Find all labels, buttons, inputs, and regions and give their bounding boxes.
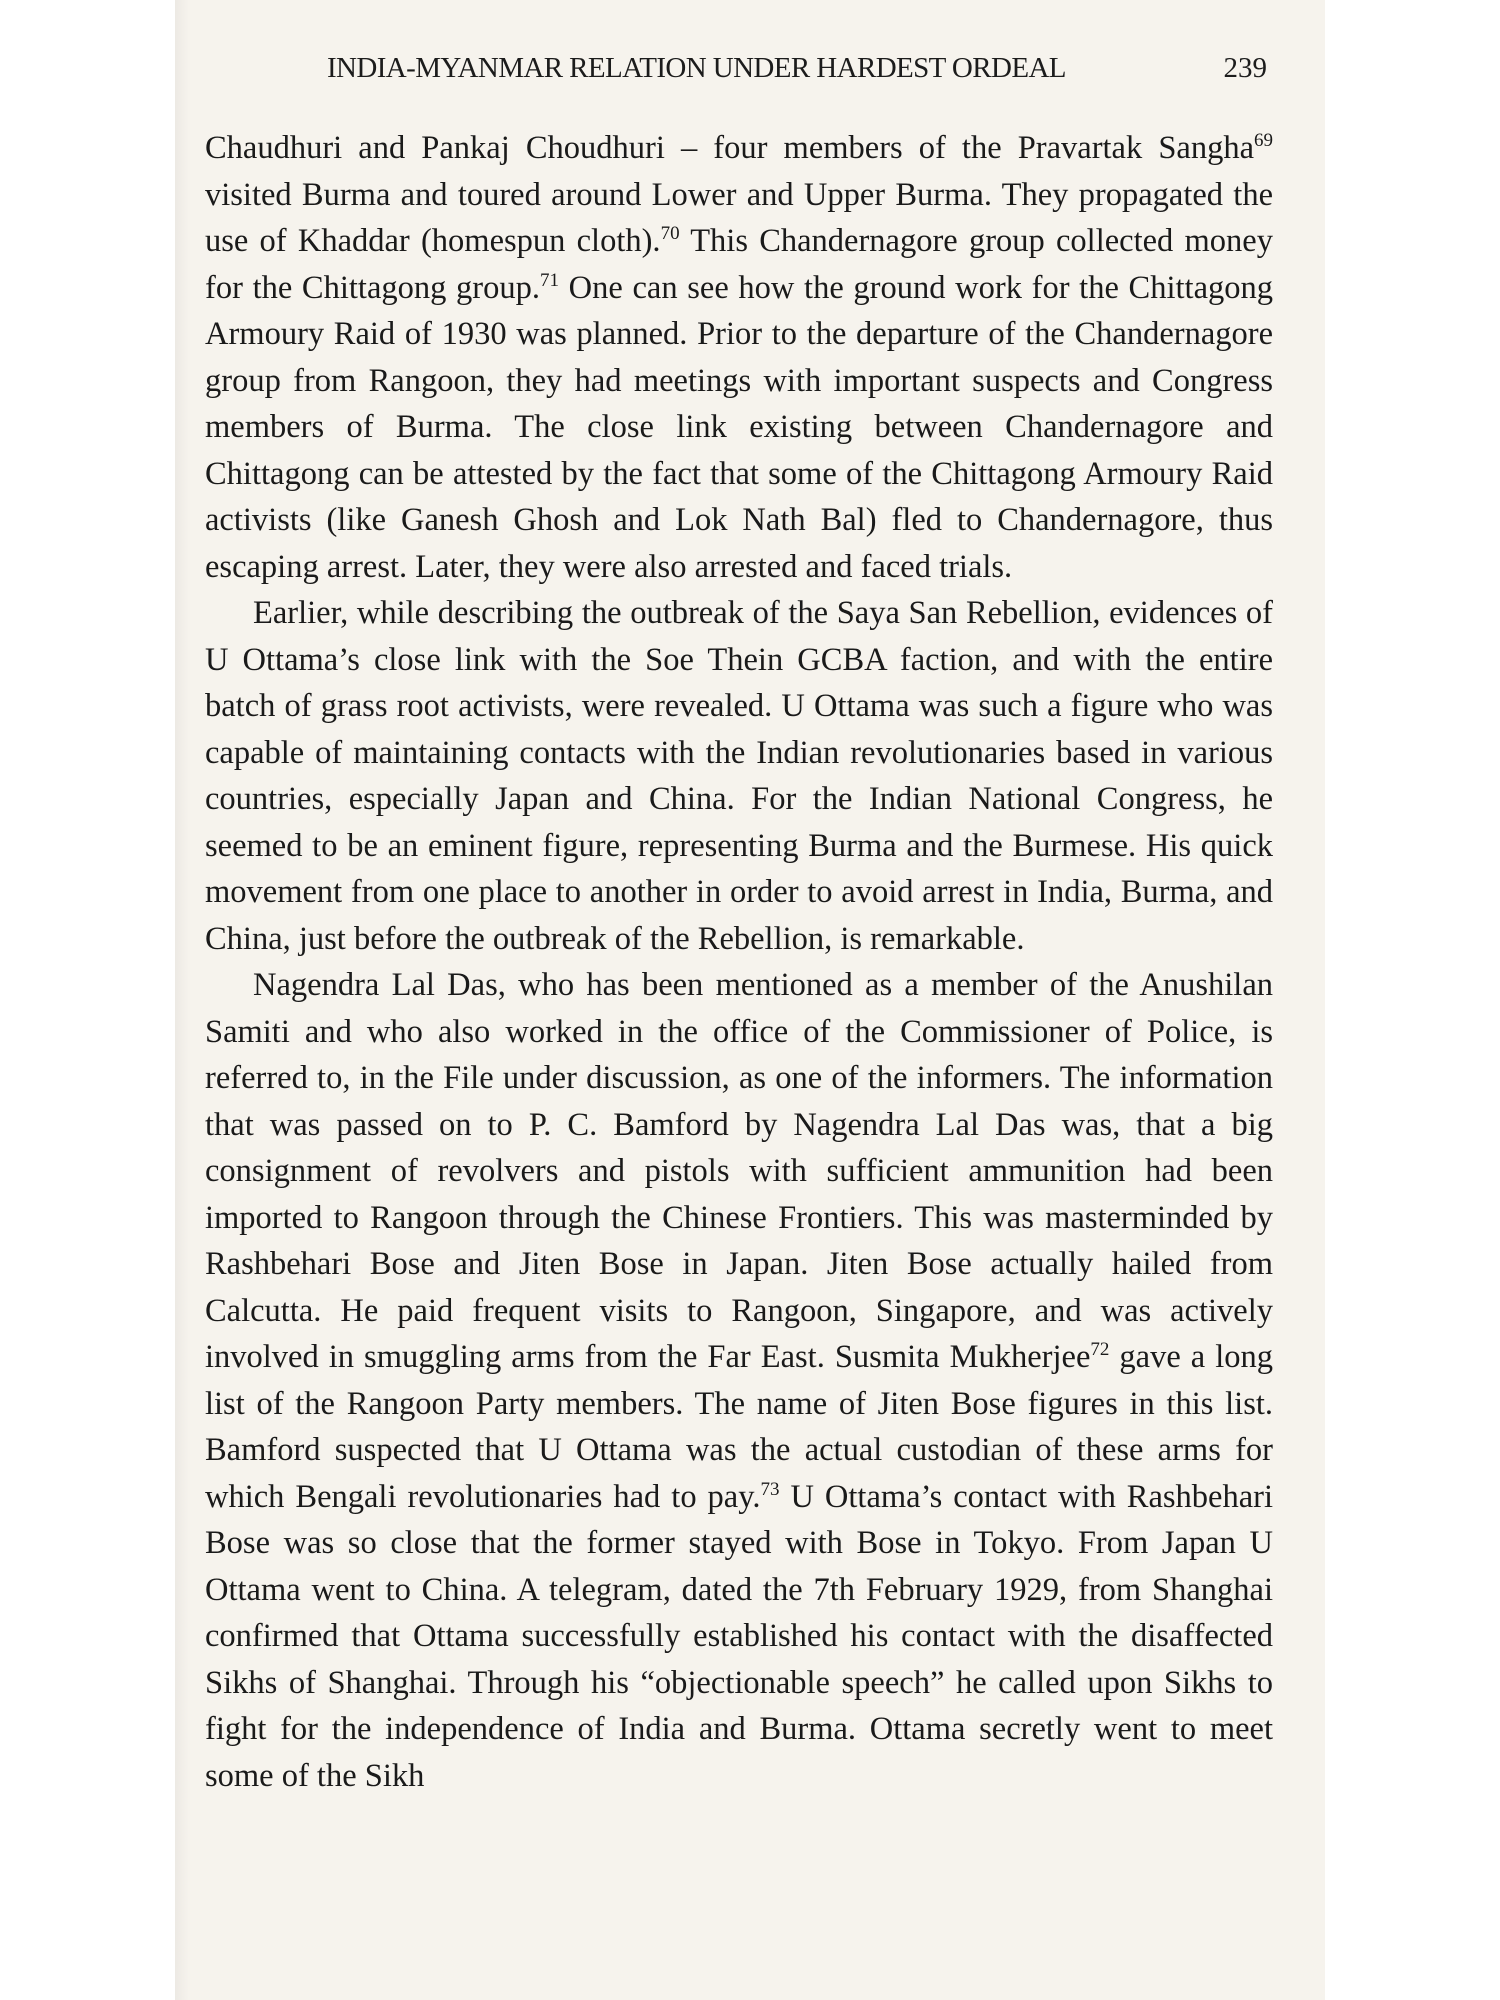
footnote-ref-69: 69 bbox=[1254, 130, 1273, 151]
paragraph-3 bbox=[205, 962, 1273, 1799]
footnote-ref-70: 70 bbox=[660, 223, 680, 244]
page-header bbox=[175, 52, 1325, 92]
paragraph-1-text: Chaudhuri and Pankaj Choudhuri – four members of the Pravartak Sangha bbox=[205, 130, 1254, 166]
footnote-ref-72: 72 bbox=[1090, 1339, 1110, 1360]
page-number: 239 bbox=[1223, 52, 1267, 84]
paragraph-3-text: gave a long list of the Rangoon Party members. The name of Jiten Bose figures in this list. Bamford suspected that U Ottama was the actual custodian of these arms for which Bengali revolutionaries had to pay. bbox=[205, 1339, 1274, 1515]
paragraph-1-text: This Chandernagore group collected money for the Chittagong group. bbox=[205, 223, 1273, 306]
paragraph-1-text: One can see how the ground work for the Chittagong Armoury Raid of 1930 was planned. Prior to the departure of the Chandernagore group from Rangoon, they had meetings with important suspects and Congress members of Burma. The close link existing between Chandernagore and Chittagong can be attested by the fact that some of the Chittagong Armoury Raid activists (like Ganesh Ghosh and Lok Nath Bal) fled to Chandernagore, thus escaping arrest. Later, they were also arrested and faced trials. bbox=[205, 269, 1273, 585]
body-text bbox=[205, 125, 1273, 1799]
page-edge-shadow bbox=[175, 0, 189, 2000]
footnote-ref-71: 71 bbox=[540, 269, 559, 291]
paragraph-2-text: Earlier, while describing the outbreak of the Saya San Rebellion, evidences of U Ottama’s close link with the Soe Thein GCBA faction, and with the entire batch of grass root activists, were revealed. U Ottama was such a figure who was capable of maintaining contacts with the Indian revolutionaries based in various countries, especially Japan and China. For the Indian National Congress, he seemed to be an eminent figure, representing Burma and the Burmese. His quick movement from one place to another in order to avoid arrest in India, Burma, and China, just before the outbreak of the Rebellion, is remarkable. bbox=[205, 595, 1273, 957]
book-page bbox=[175, 0, 1325, 2000]
paragraph-3-text: Nagendra Lal Das, who has been mentioned as a member of the Anushilan Samiti and who also worked in the office of the Commissioner of Police, is referred to, in the File under discussion, as one of the informers. The information that was passed on to P. C. Bamford by Nagendra Lal Das was, that a big consignment of revolvers and pistols with sufficient ammunition had been imported to Rangoon through the Chinese Frontiers. This was masterminded by Rashbehari Bose and Jiten Bose in Japan. Jiten Bose actually hailed from Calcutta. He paid frequent visits to Rangoon, Singapore, and was actively involved in smuggling arms from the Far East. Susmita Mukherjee bbox=[205, 967, 1273, 1375]
paragraph-1 bbox=[205, 125, 1273, 590]
footnote-ref-73: 73 bbox=[760, 1478, 780, 1500]
paragraph-1-text: visited Burma and toured around Lower and Upper Burma. They propagated the use of Khaddar (homespun cloth). bbox=[205, 176, 1273, 259]
running-head: INDIA-MYANMAR RELATION UNDER HARDEST ORDEAL bbox=[327, 52, 1066, 84]
paragraph-2 bbox=[205, 590, 1273, 962]
paragraph-3-text: U Ottama’s contact with Rashbehari Bose was so close that the former stayed with Bose in Tokyo. From Japan U Ottama went to China. A telegram, dated the 7th February 1929, from Shanghai confirmed that Ottama successfully established his contact with the disaffected Sikhs of Shanghai. Through his “objectionable speech” he called upon Sikhs to fight for the independence of India and Burma. Ottama secretly went to meet some of the Sikh bbox=[205, 1478, 1273, 1794]
